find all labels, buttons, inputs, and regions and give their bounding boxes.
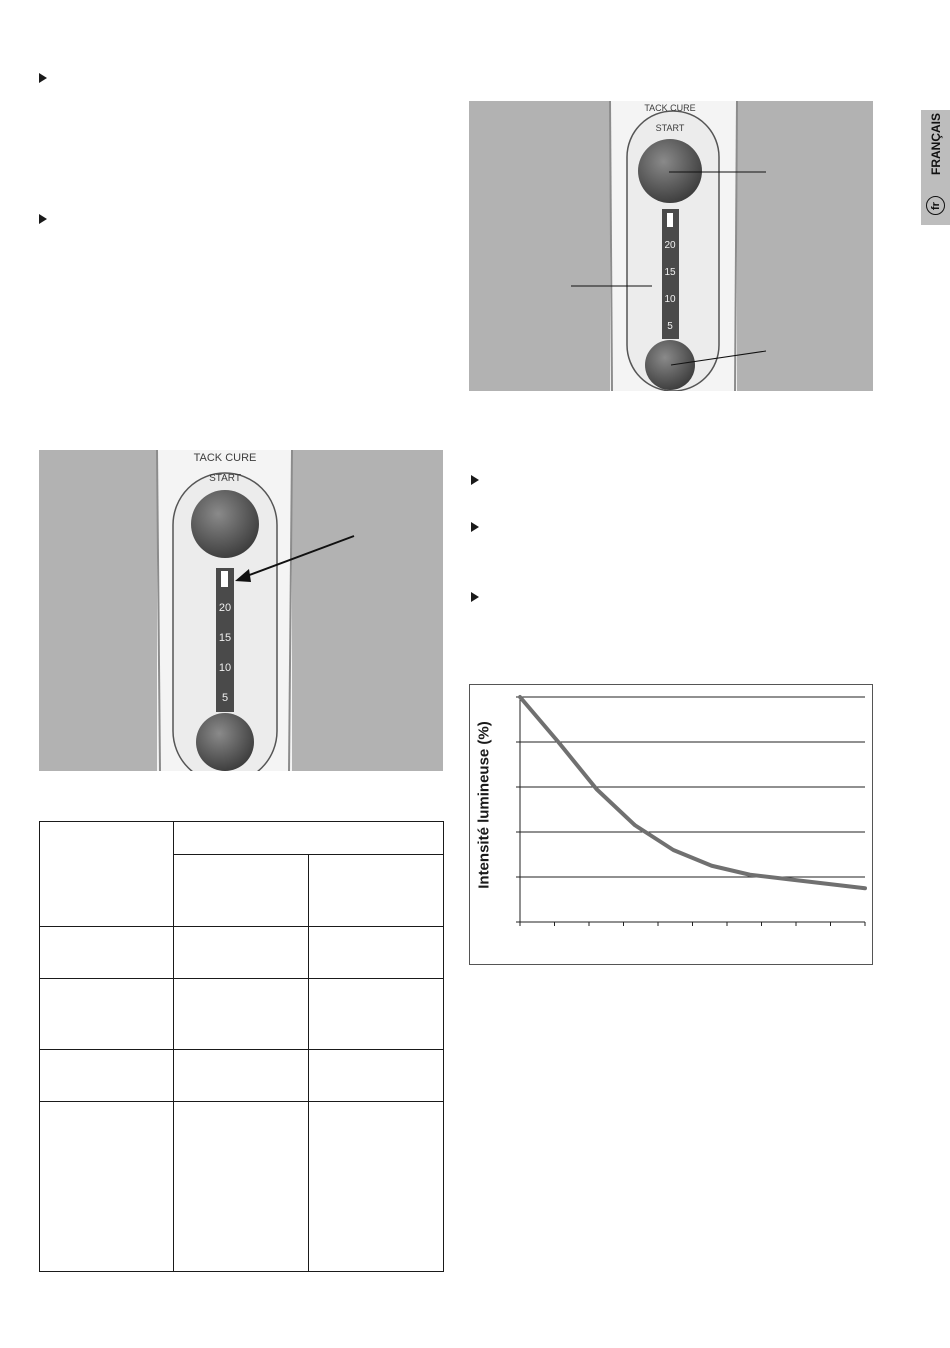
series-line: [520, 697, 865, 888]
specification-table: [39, 821, 444, 1272]
start-label: START: [209, 473, 241, 484]
table-cell: [174, 979, 309, 1050]
device-photo-indicator: [39, 450, 443, 771]
table-row: [40, 979, 444, 1050]
bullet-arrow-icon: [471, 522, 479, 532]
tack-cure-label: TACK CURE: [193, 452, 257, 464]
table-cell: [40, 1050, 174, 1102]
device-photo-overview: [469, 101, 873, 391]
table-cell: [40, 927, 174, 979]
table-cell: [309, 855, 444, 927]
scale-mark: 10: [218, 662, 232, 674]
table-cell: [174, 822, 444, 855]
tack-cure-label: TACK CURE: [644, 103, 696, 113]
bullet-arrow-icon: [39, 214, 47, 224]
language-code: fr: [929, 201, 942, 210]
bullet-arrow-icon: [39, 73, 47, 83]
device-panel-illustration: [39, 450, 443, 771]
scale-mark: 15: [218, 632, 232, 644]
chart-y-axis-label: Intensité lumineuse (%): [475, 721, 493, 889]
table-cell: [174, 855, 309, 927]
chart-plot-area: [470, 685, 874, 966]
scale-mark: 20: [664, 240, 676, 251]
bullet-arrow-icon: [471, 475, 479, 485]
table-cell: [40, 979, 174, 1050]
table-row: [40, 1050, 444, 1102]
scale-mark: 5: [667, 321, 673, 332]
table-cell: [40, 1102, 174, 1272]
table-row: [40, 927, 444, 979]
bullet-arrow-icon: [471, 592, 479, 602]
scale-mark: 5: [221, 692, 229, 704]
table-cell: [309, 1050, 444, 1102]
table-cell: [309, 927, 444, 979]
table-row: [40, 1102, 444, 1272]
table-cell: [309, 979, 444, 1050]
start-label: START: [655, 123, 685, 133]
table-cell: [174, 927, 309, 979]
table-cell: [40, 822, 174, 927]
language-tab: [921, 110, 950, 225]
scale-mark: 15: [664, 267, 676, 278]
table-row: [40, 822, 444, 855]
table-cell: [174, 1102, 309, 1272]
scale-mark: 20: [218, 602, 232, 614]
light-intensity-chart: [469, 684, 873, 965]
scale-mark: 10: [664, 294, 676, 305]
language-label: FRANÇAIS: [928, 113, 943, 175]
table-cell: [174, 1050, 309, 1102]
table-cell: [309, 1102, 444, 1272]
language-code-badge: [926, 196, 945, 215]
